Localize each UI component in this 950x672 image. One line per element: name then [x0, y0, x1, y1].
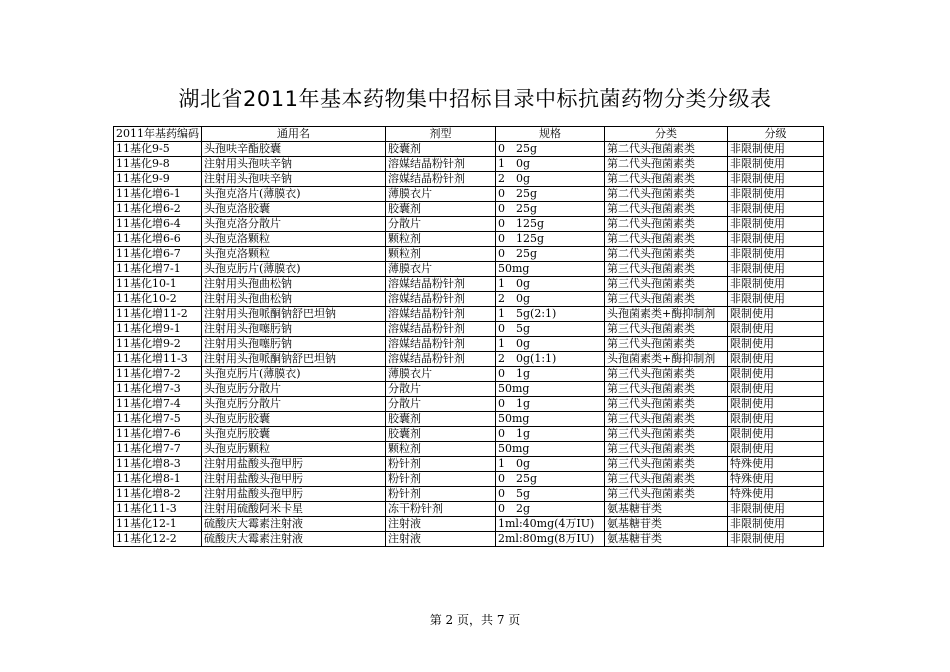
cell-grade: 非限制使用 [728, 187, 824, 202]
header-grade: 分级 [728, 127, 824, 142]
cell-dosage-form: 薄膜衣片 [386, 367, 496, 382]
table-row [114, 442, 824, 457]
cell-specification: 2 0g [496, 172, 605, 187]
cell-dosage-form: 溶媒结晶粉针剂 [386, 157, 496, 172]
cell-code: 11基化增11-3 [114, 352, 202, 367]
cell-specification: 50mg [496, 412, 605, 427]
cell-specification: 0 5g [496, 487, 605, 502]
cell-specification: 0 25g [496, 142, 605, 157]
cell-specification: 1 0g [496, 337, 605, 352]
cell-generic-name: 注射用头孢哌酮钠舒巴坦钠 [202, 307, 386, 322]
cell-grade: 特殊使用 [728, 487, 824, 502]
cell-category: 第三代头孢菌素类 [605, 457, 728, 472]
cell-category: 第三代头孢菌素类 [605, 442, 728, 457]
cell-dosage-form: 溶媒结晶粉针剂 [386, 337, 496, 352]
cell-dosage-form: 分散片 [386, 397, 496, 412]
cell-generic-name: 硫酸庆大霉素注射液 [202, 532, 386, 547]
cell-category: 第三代头孢菌素类 [605, 472, 728, 487]
cell-grade: 特殊使用 [728, 457, 824, 472]
cell-code: 11基化增8-1 [114, 472, 202, 487]
cell-grade: 非限制使用 [728, 172, 824, 187]
cell-generic-name: 注射用头孢哌酮钠舒巴坦钠 [202, 352, 386, 367]
cell-dosage-form: 溶媒结晶粉针剂 [386, 277, 496, 292]
cell-code: 11基化增6-1 [114, 187, 202, 202]
cell-grade: 限制使用 [728, 397, 824, 412]
page-title: 湖北省2011年基本药物集中招标目录中标抗菌药物分类分级表 [178, 87, 772, 111]
cell-category: 第三代头孢菌素类 [605, 382, 728, 397]
cell-generic-name: 头孢呋辛酯胶囊 [202, 142, 386, 157]
cell-generic-name: 头孢克洛胶囊 [202, 202, 386, 217]
cell-grade: 限制使用 [728, 427, 824, 442]
cell-dosage-form: 胶囊剂 [386, 427, 496, 442]
cell-grade: 限制使用 [728, 307, 824, 322]
cell-grade: 非限制使用 [728, 502, 824, 517]
cell-dosage-form: 注射液 [386, 517, 496, 532]
cell-grade: 非限制使用 [728, 142, 824, 157]
header-dosage-form: 剂型 [386, 127, 496, 142]
cell-generic-name: 注射用头孢噻肟钠 [202, 337, 386, 352]
cell-generic-name: 注射用头孢噻肟钠 [202, 322, 386, 337]
cell-code: 11基化12-2 [114, 532, 202, 547]
table-row [114, 172, 824, 187]
table-body [114, 142, 824, 547]
cell-grade: 非限制使用 [728, 262, 824, 277]
cell-grade: 非限制使用 [728, 292, 824, 307]
cell-code: 11基化增7-2 [114, 367, 202, 382]
cell-specification: 0 1g [496, 397, 605, 412]
cell-specification: 1 0g [496, 157, 605, 172]
table-row [114, 187, 824, 202]
cell-generic-name: 头孢克肟片(薄膜衣) [202, 262, 386, 277]
table-row [114, 247, 824, 262]
page-number-footer: 第 2 页，共 7 页 [429, 613, 521, 627]
cell-dosage-form: 颗粒剂 [386, 442, 496, 457]
cell-category: 氨基糖苷类 [605, 532, 728, 547]
table-row [114, 142, 824, 157]
cell-specification: 0 5g [496, 322, 605, 337]
cell-category: 氨基糖苷类 [605, 517, 728, 532]
cell-generic-name: 注射用硫酸阿米卡星 [202, 502, 386, 517]
cell-specification: 0 25g [496, 247, 605, 262]
cell-dosage-form: 粉针剂 [386, 457, 496, 472]
cell-specification: 1 0g [496, 277, 605, 292]
cell-category: 第三代头孢菌素类 [605, 337, 728, 352]
table-row [114, 397, 824, 412]
cell-generic-name: 注射用盐酸头孢甲肟 [202, 472, 386, 487]
cell-category: 头孢菌素类+酶抑制剂 [605, 307, 728, 322]
cell-generic-name: 注射用盐酸头孢甲肟 [202, 487, 386, 502]
cell-grade: 限制使用 [728, 322, 824, 337]
cell-specification: 50mg [496, 262, 605, 277]
cell-code: 11基化增6-4 [114, 217, 202, 232]
cell-category: 第三代头孢菌素类 [605, 277, 728, 292]
cell-category: 第三代头孢菌素类 [605, 367, 728, 382]
cell-specification: 1 0g [496, 457, 605, 472]
cell-specification: 0 1g [496, 427, 605, 442]
cell-category: 第三代头孢菌素类 [605, 262, 728, 277]
table-row [114, 532, 824, 547]
cell-code: 11基化增6-7 [114, 247, 202, 262]
table-row [114, 322, 824, 337]
cell-generic-name: 注射用盐酸头孢甲肟 [202, 457, 386, 472]
table-row [114, 517, 824, 532]
cell-code: 11基化增9-2 [114, 337, 202, 352]
cell-grade: 限制使用 [728, 442, 824, 457]
cell-grade: 非限制使用 [728, 532, 824, 547]
cell-specification: 0 25g [496, 472, 605, 487]
cell-generic-name: 头孢克肟颗粒 [202, 442, 386, 457]
cell-grade: 非限制使用 [728, 247, 824, 262]
cell-code: 11基化12-1 [114, 517, 202, 532]
cell-category: 头孢菌素类+酶抑制剂 [605, 352, 728, 367]
cell-code: 11基化增7-5 [114, 412, 202, 427]
table-row [114, 502, 824, 517]
cell-dosage-form: 胶囊剂 [386, 142, 496, 157]
table-row [114, 457, 824, 472]
cell-specification: 0 25g [496, 202, 605, 217]
cell-dosage-form: 薄膜衣片 [386, 262, 496, 277]
cell-code: 11基化10-2 [114, 292, 202, 307]
cell-generic-name: 头孢克肟胶囊 [202, 412, 386, 427]
header-specification: 规格 [496, 127, 605, 142]
table-row [114, 487, 824, 502]
cell-dosage-form: 颗粒剂 [386, 247, 496, 262]
cell-code: 11基化增6-6 [114, 232, 202, 247]
cell-dosage-form: 粉针剂 [386, 472, 496, 487]
cell-grade: 非限制使用 [728, 202, 824, 217]
cell-generic-name: 头孢克洛片(薄膜衣) [202, 187, 386, 202]
cell-category: 第三代头孢菌素类 [605, 487, 728, 502]
table-row [114, 472, 824, 487]
table-row [114, 352, 824, 367]
cell-dosage-form: 分散片 [386, 382, 496, 397]
cell-specification: 1ml:40mg(4万IU) [496, 517, 605, 532]
cell-code: 11基化增11-2 [114, 307, 202, 322]
cell-code: 11基化增7-4 [114, 397, 202, 412]
cell-code: 11基化增6-2 [114, 202, 202, 217]
cell-specification: 1 5g(2:1) [496, 307, 605, 322]
cell-category: 第二代头孢菌素类 [605, 247, 728, 262]
cell-dosage-form: 粉针剂 [386, 487, 496, 502]
cell-dosage-form: 溶媒结晶粉针剂 [386, 352, 496, 367]
cell-dosage-form: 溶媒结晶粉针剂 [386, 307, 496, 322]
cell-generic-name: 头孢克洛颗粒 [202, 247, 386, 262]
cell-code: 11基化9-8 [114, 157, 202, 172]
cell-generic-name: 注射用头孢曲松钠 [202, 277, 386, 292]
cell-code: 11基化增7-1 [114, 262, 202, 277]
cell-category: 第三代头孢菌素类 [605, 397, 728, 412]
table-row [114, 427, 824, 442]
table-row [114, 202, 824, 217]
cell-dosage-form: 溶媒结晶粉针剂 [386, 292, 496, 307]
table-header-row [114, 127, 824, 142]
cell-dosage-form: 溶媒结晶粉针剂 [386, 172, 496, 187]
cell-specification: 0 2g [496, 502, 605, 517]
table-row [114, 382, 824, 397]
cell-specification: 0 25g [496, 187, 605, 202]
cell-grade: 非限制使用 [728, 517, 824, 532]
cell-dosage-form: 胶囊剂 [386, 202, 496, 217]
cell-specification: 0 125g [496, 217, 605, 232]
cell-generic-name: 头孢克肟分散片 [202, 397, 386, 412]
cell-generic-name: 注射用头孢呋辛钠 [202, 157, 386, 172]
header-generic-name: 通用名 [202, 127, 386, 142]
header-code: 2011年基药编码 [114, 127, 202, 142]
cell-category: 第二代头孢菌素类 [605, 202, 728, 217]
cell-specification: 0 125g [496, 232, 605, 247]
cell-dosage-form: 分散片 [386, 217, 496, 232]
cell-code: 11基化增7-3 [114, 382, 202, 397]
cell-category: 第三代头孢菌素类 [605, 292, 728, 307]
cell-specification: 2ml:80mg(8万IU) [496, 532, 605, 547]
cell-grade: 限制使用 [728, 412, 824, 427]
cell-grade: 限制使用 [728, 382, 824, 397]
cell-grade: 限制使用 [728, 367, 824, 382]
header-category: 分类 [605, 127, 728, 142]
cell-dosage-form: 冻干粉针剂 [386, 502, 496, 517]
cell-dosage-form: 薄膜衣片 [386, 187, 496, 202]
cell-code: 11基化9-5 [114, 142, 202, 157]
cell-code: 11基化9-9 [114, 172, 202, 187]
cell-grade: 非限制使用 [728, 217, 824, 232]
cell-generic-name: 头孢克肟片(薄膜衣) [202, 367, 386, 382]
cell-category: 第二代头孢菌素类 [605, 232, 728, 247]
cell-code: 11基化增9-1 [114, 322, 202, 337]
table-row [114, 292, 824, 307]
cell-category: 氨基糖苷类 [605, 502, 728, 517]
cell-code: 11基化增7-6 [114, 427, 202, 442]
cell-dosage-form: 注射液 [386, 532, 496, 547]
cell-category: 第三代头孢菌素类 [605, 412, 728, 427]
table-row [114, 157, 824, 172]
cell-generic-name: 头孢克肟胶囊 [202, 427, 386, 442]
cell-grade: 非限制使用 [728, 277, 824, 292]
cell-dosage-form: 溶媒结晶粉针剂 [386, 322, 496, 337]
cell-code: 11基化11-3 [114, 502, 202, 517]
cell-generic-name: 注射用头孢呋辛钠 [202, 172, 386, 187]
cell-category: 第三代头孢菌素类 [605, 322, 728, 337]
cell-code: 11基化增7-7 [114, 442, 202, 457]
table-row [114, 232, 824, 247]
cell-specification: 50mg [496, 382, 605, 397]
cell-dosage-form: 胶囊剂 [386, 412, 496, 427]
cell-category: 第二代头孢菌素类 [605, 142, 728, 157]
cell-dosage-form: 颗粒剂 [386, 232, 496, 247]
table-row [114, 262, 824, 277]
cell-category: 第二代头孢菌素类 [605, 187, 728, 202]
table-row [114, 337, 824, 352]
cell-grade: 非限制使用 [728, 232, 824, 247]
cell-generic-name: 头孢克肟分散片 [202, 382, 386, 397]
table-row [114, 367, 824, 382]
cell-category: 第二代头孢菌素类 [605, 172, 728, 187]
cell-grade: 特殊使用 [728, 472, 824, 487]
cell-code: 11基化增8-3 [114, 457, 202, 472]
cell-generic-name: 头孢克洛分散片 [202, 217, 386, 232]
cell-generic-name: 头孢克洛颗粒 [202, 232, 386, 247]
cell-specification: 50mg [496, 442, 605, 457]
cell-category: 第二代头孢菌素类 [605, 217, 728, 232]
antibiotic-classification-table [113, 126, 824, 547]
cell-category: 第二代头孢菌素类 [605, 157, 728, 172]
cell-grade: 非限制使用 [728, 157, 824, 172]
cell-code: 11基化增8-2 [114, 487, 202, 502]
cell-generic-name: 注射用头孢曲松钠 [202, 292, 386, 307]
cell-category: 第三代头孢菌素类 [605, 427, 728, 442]
cell-grade: 限制使用 [728, 352, 824, 367]
table-row [114, 277, 824, 292]
cell-specification: 2 0g(1:1) [496, 352, 605, 367]
cell-specification: 2 0g [496, 292, 605, 307]
cell-specification: 0 1g [496, 367, 605, 382]
table-row [114, 307, 824, 322]
table-row [114, 217, 824, 232]
cell-code: 11基化10-1 [114, 277, 202, 292]
cell-generic-name: 硫酸庆大霉素注射液 [202, 517, 386, 532]
table-row [114, 412, 824, 427]
cell-grade: 限制使用 [728, 337, 824, 352]
